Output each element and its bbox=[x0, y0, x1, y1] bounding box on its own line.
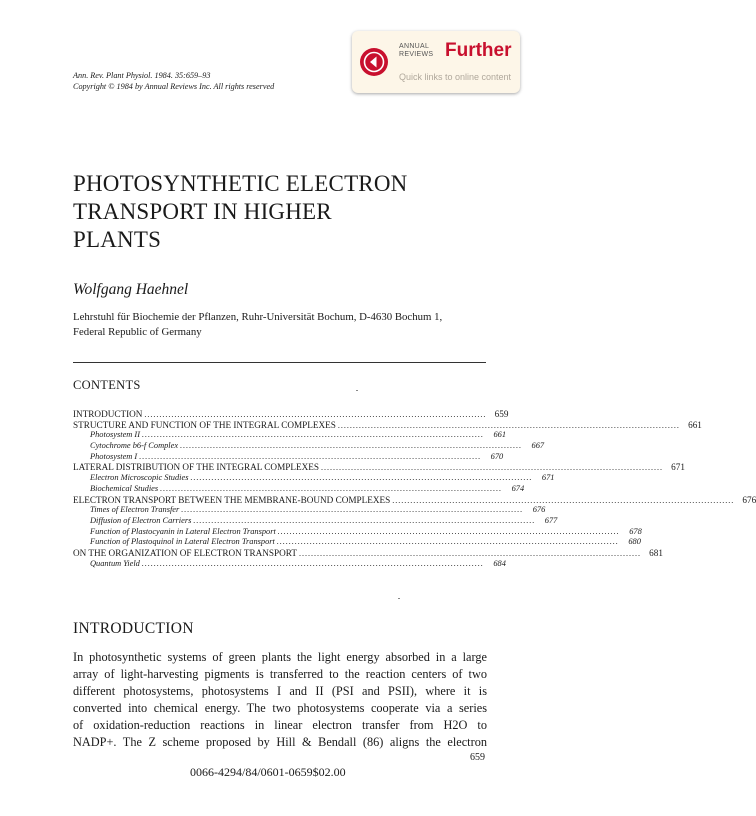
section-heading: INTRODUCTION bbox=[73, 620, 194, 637]
toc-entry-page: 677 bbox=[544, 515, 558, 525]
table-of-contents bbox=[73, 409, 756, 569]
toc-entry-page: 676 bbox=[532, 505, 546, 515]
toc-entry[interactable] bbox=[73, 451, 504, 463]
toc-leader: .................................................................................................................. bbox=[142, 430, 485, 440]
toc-entry[interactable] bbox=[73, 473, 555, 484]
toc-leader: .................................................................................................................. bbox=[277, 526, 620, 536]
toc-entry-page: 678 bbox=[629, 526, 642, 536]
article-title bbox=[73, 170, 407, 254]
body-line: converted into chemical energy. The two photosystems cooperate via a series bbox=[73, 701, 487, 715]
badge-publisher-line1: ANNUAL bbox=[399, 43, 430, 50]
badge-publisher-line2: REVIEWS bbox=[399, 51, 434, 58]
footer-code: 0066-4294/84/0601-0659$02.00 bbox=[190, 765, 346, 779]
toc-leader: .................................................................................................................. bbox=[141, 558, 484, 568]
body-line: different photosystems, photosystems I and II (PSI and PSII), where it is bbox=[73, 684, 487, 698]
contents-heading: CONTENTS bbox=[73, 378, 141, 392]
divider bbox=[73, 362, 486, 363]
toc-entry-label: Quantum Yield bbox=[90, 558, 140, 568]
toc-entry[interactable] bbox=[73, 505, 546, 516]
toc-leader: .................................................................................................................. bbox=[160, 483, 503, 493]
toc-entry-label: Diffusion of Electron Carriers bbox=[90, 515, 192, 525]
copyright-line: Copyright © 1984 by Annual Reviews Inc. All rights reserved bbox=[73, 82, 275, 91]
toc-entry-label: Electron Microscopic Studies bbox=[90, 473, 189, 483]
author-affiliation bbox=[73, 310, 442, 340]
body-line: NADP+. The Z scheme proposed by Hill & Bendall (86) aligns the electron bbox=[73, 735, 487, 749]
toc-entry-label: INTRODUCTION bbox=[73, 409, 143, 419]
body-line: array of light-harvesting pigments is transferred to the reaction centers of two bbox=[73, 667, 487, 681]
toc-entry[interactable] bbox=[73, 462, 685, 473]
toc-entry-page: 661 bbox=[688, 419, 702, 430]
badge-publisher bbox=[399, 43, 433, 59]
toc-entry-page: 667 bbox=[531, 441, 545, 451]
toc-entry-label: Function of Plastocyanin in Lateral Electron Transport bbox=[90, 526, 276, 536]
body-line: In photosynthetic systems of green plants the light energy absorbed in a large bbox=[73, 650, 487, 664]
toc-entry[interactable] bbox=[73, 547, 663, 559]
toc-entry-label: Biochemical Studies bbox=[90, 483, 159, 493]
toc-entry-label: LATERAL DISTRIBUTION OF THE INTEGRAL COMPLEXES bbox=[73, 462, 319, 473]
toc-entry-page: 676 bbox=[742, 494, 756, 505]
toc-leader: .................................................................................................................. bbox=[139, 451, 482, 461]
toc-entry-label: Function of Plastoquinol in Lateral Electron Transport bbox=[90, 537, 275, 547]
body-line: of oxidation-reduction reactions in linear electron transfer from H2O to bbox=[73, 718, 487, 732]
circle-arrow-icon bbox=[360, 48, 388, 76]
toc-leader: .................................................................................................................. bbox=[190, 473, 533, 483]
toc-leader: .................................................................................................................. bbox=[180, 441, 523, 451]
page-number: 659 bbox=[470, 752, 485, 763]
toc-leader: .................................................................................................................. bbox=[276, 537, 619, 547]
toc-leader: .................................................................................................................. bbox=[337, 420, 680, 430]
toc-entry-page: 659 bbox=[494, 409, 509, 419]
toc-entry-page: 674 bbox=[511, 483, 525, 493]
toc-entry-label: Times of Electron Transfer bbox=[90, 505, 180, 515]
toc-entry-page: 671 bbox=[541, 473, 555, 483]
toc-leader: .................................................................................................................. bbox=[392, 495, 735, 505]
toc-entry[interactable] bbox=[73, 419, 702, 431]
badge-brand: Further bbox=[445, 40, 512, 61]
journal-citation bbox=[73, 70, 274, 92]
toc-entry-label: STRUCTURE AND FUNCTION OF THE INTEGRAL COMPLEXES bbox=[73, 419, 336, 430]
toc-entry-page: 661 bbox=[493, 430, 507, 440]
toc-entry-page: 671 bbox=[671, 462, 685, 473]
toc-leader: .................................................................................................................. bbox=[298, 548, 641, 558]
speck-mark bbox=[398, 598, 400, 599]
toc-entry[interactable] bbox=[73, 430, 507, 441]
title-line-2: TRANSPORT IN HIGHER bbox=[73, 199, 332, 224]
toc-entry-page: 680 bbox=[628, 537, 641, 547]
toc-leader: .................................................................................................................. bbox=[181, 505, 524, 515]
toc-entry-page: 670 bbox=[490, 451, 504, 461]
badge-subtitle[interactable]: Quick links to online content bbox=[399, 72, 512, 82]
citation-line: Ann. Rev. Plant Physiol. 1984. 35:659–93 bbox=[73, 71, 211, 80]
toc-entry[interactable] bbox=[73, 526, 642, 538]
toc-leader: .................................................................................................................. bbox=[193, 515, 536, 525]
speck-mark bbox=[356, 390, 358, 391]
toc-entry[interactable] bbox=[73, 515, 558, 527]
toc-entry[interactable] bbox=[73, 483, 525, 495]
toc-entry[interactable] bbox=[73, 494, 756, 506]
toc-leader: .................................................................................................................. bbox=[144, 410, 487, 419]
toc-entry[interactable] bbox=[73, 441, 545, 452]
toc-entry-label: ON THE ORGANIZATION OF ELECTRON TRANSPORT bbox=[73, 547, 297, 558]
body-text bbox=[73, 649, 487, 751]
affiliation-line-1: Lehrstuhl für Biochemie der Pflanzen, Ruhr-Universität Bochum, D-4630 Bochum 1, bbox=[73, 311, 443, 323]
title-line-1: PHOTOSYNTHETIC ELECTRON bbox=[73, 171, 408, 196]
toc-entry-page: 684 bbox=[493, 558, 506, 568]
toc-entry-label: Photosystem I bbox=[90, 451, 138, 461]
toc-entry[interactable] bbox=[73, 537, 641, 548]
toc-leader: .................................................................................................................. bbox=[320, 463, 663, 473]
toc-entry-label: Photosystem II bbox=[90, 430, 141, 440]
title-line-3: PLANTS bbox=[73, 227, 162, 252]
toc-entry-label: Cytochrome b6-f Complex bbox=[90, 441, 179, 451]
toc-entry-label: ELECTRON TRANSPORT BETWEEN THE MEMBRANE-BOUND COMPLEXES bbox=[73, 494, 391, 505]
further-badge[interactable] bbox=[352, 31, 520, 93]
author-name: Wolfgang Haehnel bbox=[73, 281, 189, 298]
toc-entry[interactable] bbox=[73, 409, 509, 420]
toc-entry-page: 681 bbox=[649, 547, 663, 558]
affiliation-line-2: Federal Republic of Germany bbox=[73, 326, 202, 338]
toc-entry[interactable] bbox=[73, 558, 506, 570]
